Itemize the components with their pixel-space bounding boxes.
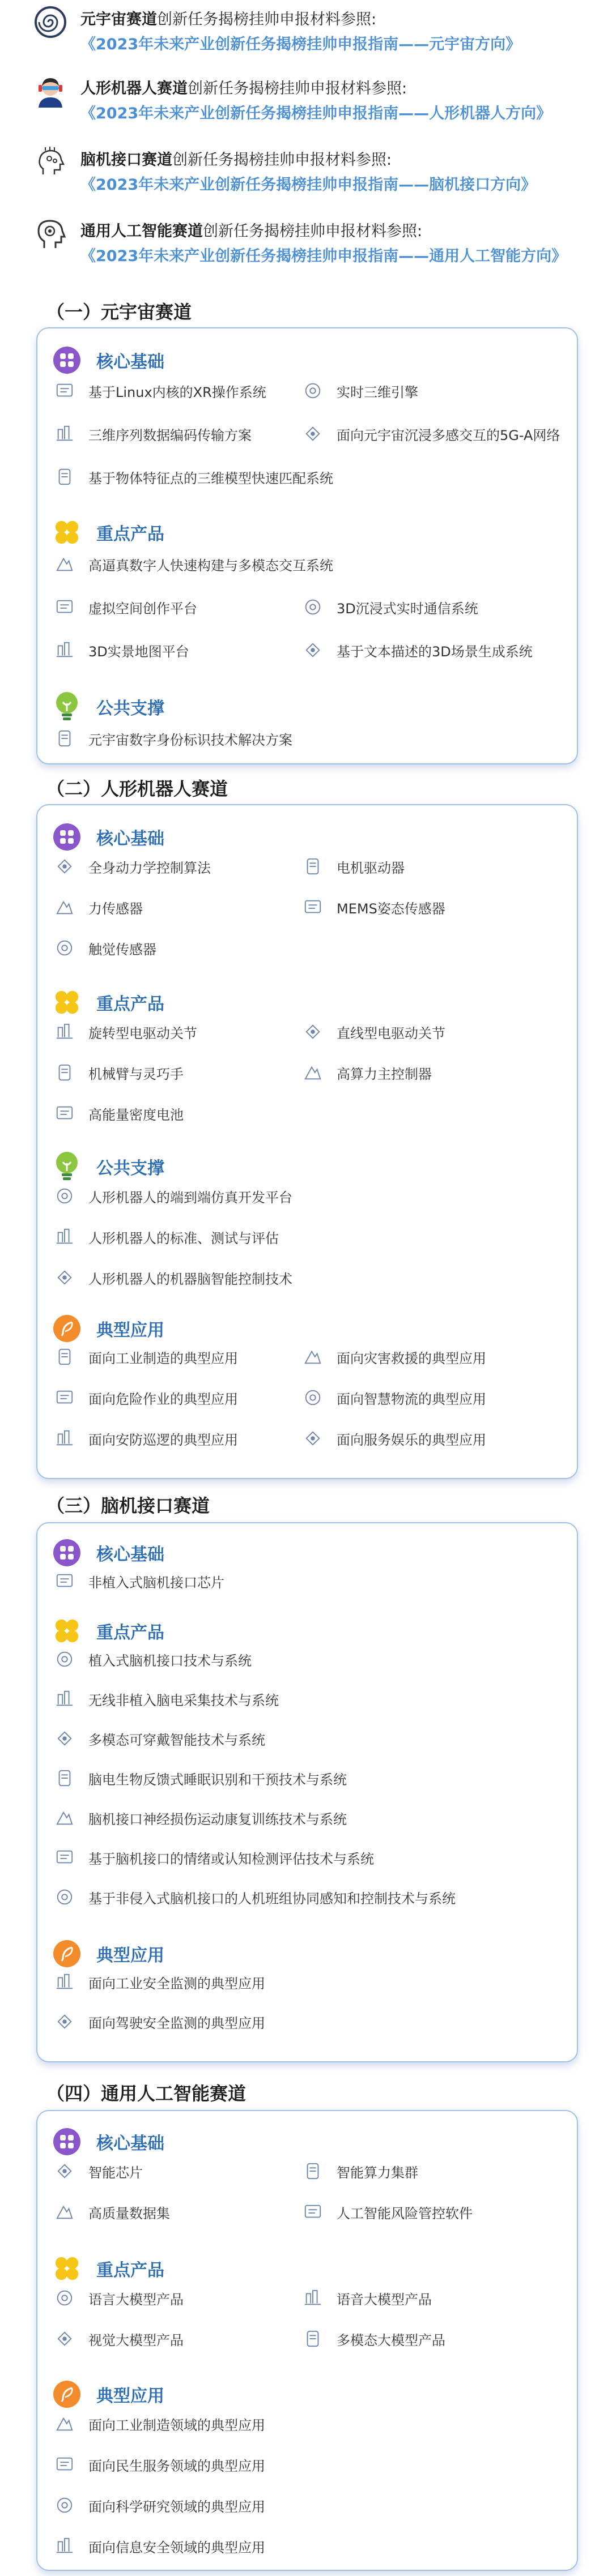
item-label: 力传感器 — [88, 900, 143, 917]
item-icon — [54, 2495, 75, 2515]
category-label: 核心基础 — [96, 829, 164, 849]
list-item — [54, 1387, 238, 1408]
item-label: 全身动力学控制算法 — [88, 860, 211, 876]
item-icon — [303, 2329, 323, 2349]
item-label: 3D实景地图平台 — [88, 643, 189, 660]
list-item — [54, 2161, 143, 2181]
list-item — [54, 1022, 197, 1042]
item-label: 面向驾驶安全监测的典型应用 — [88, 2015, 265, 2031]
list-item — [54, 1768, 347, 1788]
list-item — [54, 2011, 265, 2032]
item-label: 元宇宙数字身份标识技术解决方案 — [88, 732, 292, 748]
list-item — [54, 1062, 184, 1083]
item-icon — [303, 1022, 323, 1042]
item-icon — [303, 424, 323, 444]
item-label: 人工智能风险管控软件 — [337, 2205, 473, 2222]
metaverse-spiral-icon — [33, 5, 68, 40]
item-label: 电机驱动器 — [337, 860, 405, 876]
category-header — [53, 519, 164, 546]
list-item — [54, 1728, 265, 1749]
list-item — [303, 2161, 418, 2181]
item-icon — [54, 1649, 75, 1669]
list-item — [54, 381, 266, 401]
list-item — [54, 897, 143, 917]
item-icon — [54, 1571, 75, 1591]
category-label: 核心基础 — [96, 1545, 164, 1565]
item-label: 面向工业制造领域的典型应用 — [88, 2417, 265, 2433]
intro-guide-link[interactable]: 《2023年未来产业创新任务揭榜挂帅申报指南——元宇宙方向》 — [80, 36, 521, 53]
list-item — [303, 424, 560, 444]
bulb-icon — [53, 1153, 80, 1180]
list-item — [303, 897, 445, 917]
item-label: 基于物体特征点的三维模型快速匹配系统 — [88, 470, 333, 486]
intro-reference-text: 创新任务揭榜挂帅申报材料参照: — [203, 223, 423, 240]
item-icon — [54, 2161, 75, 2181]
item-icon — [54, 2454, 75, 2475]
clover-icon — [53, 989, 80, 1016]
category-label: 重点产品 — [96, 2261, 164, 2280]
intro-heading — [80, 219, 422, 241]
item-label: 三维序列数据编码传输方案 — [88, 427, 252, 443]
item-icon — [303, 2288, 323, 2308]
list-item — [54, 2288, 184, 2308]
grid-icon — [53, 347, 80, 374]
item-label: 面向危险作业的典型应用 — [88, 1391, 238, 1407]
feather-icon — [53, 1940, 80, 1967]
item-icon — [303, 640, 323, 660]
item-label: 旋转型电驱动关节 — [88, 1025, 197, 1041]
intro-track-name: 通用人工智能赛道 — [80, 223, 203, 240]
item-label: 无线非植入脑电采集技术与系统 — [88, 1692, 279, 1708]
list-item — [303, 1428, 486, 1449]
category-label: 重点产品 — [96, 524, 164, 544]
category-label: 重点产品 — [96, 1623, 164, 1643]
intro-guide-link[interactable]: 《2023年未来产业创新任务揭榜挂帅申报指南——脑机接口方向》 — [80, 176, 537, 194]
item-icon — [54, 1972, 75, 1992]
item-label: 高逼真数字人快速构建与多模态交互系统 — [88, 557, 333, 574]
item-icon — [303, 1062, 323, 1083]
list-item — [54, 1186, 292, 1206]
item-icon — [54, 424, 75, 444]
item-label: 面向民生服务领域的典型应用 — [88, 2458, 265, 2474]
category-header — [53, 2381, 164, 2408]
item-icon — [54, 1347, 75, 1367]
item-icon — [54, 597, 75, 617]
category-header — [53, 2255, 164, 2282]
category-label: 公共支撑 — [96, 1159, 164, 1178]
clover-icon — [53, 2255, 80, 2282]
item-icon — [54, 728, 75, 749]
bulb-icon — [53, 693, 80, 720]
category-label: 公共支撑 — [96, 699, 164, 719]
item-label: 基于Linux内核的XR操作系统 — [88, 384, 266, 400]
category-label: 典型应用 — [96, 1946, 164, 1966]
item-icon — [303, 897, 323, 917]
list-item — [54, 2454, 265, 2475]
item-icon — [54, 1428, 75, 1449]
list-item — [54, 1267, 292, 1288]
item-icon — [54, 1022, 75, 1042]
item-label: 面向工业制造的典型应用 — [88, 1350, 238, 1366]
intro-track-name: 脑机接口赛道 — [80, 151, 172, 169]
item-label: 多模态大模型产品 — [337, 2332, 445, 2348]
list-item — [54, 467, 333, 487]
item-label: 面向服务娱乐的典型应用 — [337, 1432, 486, 1448]
item-label: 非植入式脑机接口芯片 — [88, 1574, 224, 1591]
list-item — [54, 1103, 184, 1123]
item-label: 人形机器人的端到端仿真开发平台 — [88, 1189, 292, 1206]
item-icon — [303, 597, 323, 617]
list-item — [54, 728, 292, 749]
item-label: 人形机器人的机器脑智能控制技术 — [88, 1271, 292, 1287]
list-item — [54, 2202, 170, 2222]
humanoid-robot-icon — [33, 74, 68, 109]
list-item — [54, 856, 211, 877]
intro-guide-link[interactable]: 《2023年未来产业创新任务揭榜挂帅申报指南——人形机器人方向》 — [80, 105, 552, 122]
list-item — [54, 1347, 238, 1367]
intro-heading — [80, 76, 407, 98]
intro-heading — [80, 7, 376, 29]
item-label: 面向灾害救援的典型应用 — [337, 1350, 486, 1366]
brain-computer-icon — [33, 145, 68, 180]
item-label: 虚拟空间创作平台 — [88, 600, 197, 617]
intro-heading — [80, 147, 392, 169]
item-label: MEMS姿态传感器 — [337, 900, 445, 917]
item-icon — [303, 856, 323, 877]
list-item — [303, 1022, 445, 1042]
item-icon — [54, 2413, 75, 2434]
item-icon — [303, 2202, 323, 2222]
item-label: 机械臂与灵巧手 — [88, 1066, 184, 1082]
list-item — [303, 381, 418, 401]
section-title: （三）脑机接口赛道 — [46, 1495, 210, 1516]
list-item — [54, 1808, 347, 1828]
item-label: 高能量密度电池 — [88, 1107, 184, 1123]
section-title: （二）人形机器人赛道 — [46, 778, 228, 800]
item-icon — [54, 381, 75, 401]
list-item — [54, 1428, 238, 1449]
item-icon — [303, 1347, 323, 1367]
item-icon — [303, 381, 323, 401]
list-item — [54, 2329, 184, 2349]
list-item — [303, 2202, 473, 2222]
item-label: 脑机接口神经损伤运动康复训练技术与系统 — [88, 1811, 347, 1827]
grid-icon — [53, 823, 80, 851]
feather-icon — [53, 1315, 80, 1342]
category-header — [53, 693, 164, 720]
category-header — [53, 823, 164, 851]
category-header — [53, 1940, 164, 1967]
item-icon — [54, 1186, 75, 1206]
list-item — [54, 1847, 374, 1868]
category-label: 典型应用 — [96, 1321, 164, 1340]
item-label: 面向安防巡逻的典型应用 — [88, 1432, 238, 1448]
list-item — [54, 640, 189, 660]
item-icon — [54, 2329, 75, 2349]
item-icon — [54, 467, 75, 487]
feather-icon — [53, 2381, 80, 2408]
item-icon — [54, 1267, 75, 1288]
list-item — [54, 2413, 265, 2434]
item-icon — [54, 1062, 75, 1083]
item-icon — [54, 1103, 75, 1123]
item-icon — [54, 1728, 75, 1749]
category-header — [53, 1153, 164, 1180]
category-header — [53, 347, 164, 374]
list-item — [303, 640, 533, 660]
category-label: 核心基础 — [96, 352, 164, 372]
list-item — [54, 597, 197, 617]
category-label: 典型应用 — [96, 2386, 164, 2406]
item-icon — [54, 1227, 75, 1247]
intro-track-name: 元宇宙赛道 — [80, 11, 157, 28]
list-item — [303, 2288, 432, 2308]
item-label: 基于文本描述的3D场景生成系统 — [337, 643, 533, 660]
intro-guide-link[interactable]: 《2023年未来产业创新任务揭榜挂帅申报指南——通用人工智能方向》 — [80, 247, 567, 265]
list-item — [303, 1387, 486, 1408]
item-icon — [54, 1689, 75, 1709]
grid-icon — [53, 2128, 80, 2155]
list-item — [303, 2329, 445, 2349]
item-label: 语言大模型产品 — [88, 2291, 184, 2308]
list-item — [54, 2495, 265, 2515]
intro-reference-text: 创新任务揭榜挂帅申报材料参照: — [188, 80, 407, 97]
item-icon — [54, 856, 75, 877]
item-label: 植入式脑机接口技术与系统 — [88, 1652, 252, 1669]
clover-icon — [53, 1617, 80, 1644]
list-item — [54, 1227, 279, 1247]
item-icon — [303, 1387, 323, 1408]
item-icon — [54, 2011, 75, 2032]
item-label: 语音大模型产品 — [337, 2291, 432, 2308]
section-title: （四）通用人工智能赛道 — [46, 2083, 246, 2104]
item-icon — [54, 640, 75, 660]
item-label: 智能芯片 — [88, 2164, 143, 2181]
category-header — [53, 1539, 164, 1566]
section-card — [36, 1522, 578, 2062]
grid-icon — [53, 1539, 80, 1566]
item-label: 人形机器人的标准、测试与评估 — [88, 1230, 279, 1246]
list-item — [54, 2536, 265, 2556]
item-label: 实时三维引擎 — [337, 384, 418, 400]
category-header — [53, 2128, 164, 2155]
item-label: 面向智慧物流的典型应用 — [337, 1391, 486, 1407]
category-label: 核心基础 — [96, 2134, 164, 2154]
item-icon — [54, 554, 75, 574]
item-label: 面向科学研究领域的典型应用 — [88, 2498, 265, 2515]
list-item — [54, 424, 252, 444]
item-label: 视觉大模型产品 — [88, 2332, 184, 2348]
item-icon — [54, 1387, 75, 1408]
item-label: 多模态可穿戴智能技术与系统 — [88, 1732, 265, 1748]
item-label: 面向工业安全监测的典型应用 — [88, 1975, 265, 1992]
item-label: 面向信息安全领域的典型应用 — [88, 2539, 265, 2556]
list-item — [54, 1972, 265, 1992]
section-title: （一）元宇宙赛道 — [46, 301, 192, 323]
item-label: 基于脑机接口的情绪或认知检测评估技术与系统 — [88, 1851, 374, 1867]
category-label: 重点产品 — [96, 994, 164, 1014]
item-icon — [54, 938, 75, 958]
list-item — [303, 597, 478, 617]
item-label: 3D沉浸式实时通信系统 — [337, 600, 478, 617]
item-label: 面向元宇宙沉浸多感交互的5G-A网络 — [337, 427, 560, 443]
list-item — [54, 554, 333, 574]
list-item — [303, 856, 405, 877]
item-label: 脑电生物反馈式睡眠识别和干预技术与系统 — [88, 1771, 347, 1788]
item-label: 高质量数据集 — [88, 2205, 170, 2222]
item-icon — [303, 2161, 323, 2181]
section-card — [36, 327, 578, 764]
category-header — [53, 1315, 164, 1342]
item-icon — [54, 2202, 75, 2222]
item-icon — [54, 1887, 75, 1907]
list-item — [54, 1887, 456, 1907]
intro-reference-text: 创新任务揭榜挂帅申报材料参照: — [172, 151, 392, 169]
item-label: 直线型电驱动关节 — [337, 1025, 445, 1041]
list-item — [54, 1571, 224, 1591]
item-label: 基于非侵入式脑机接口的人机班组协同感知和控制技术与系统 — [88, 1890, 456, 1907]
ai-head-icon — [33, 216, 68, 251]
category-header — [53, 1617, 164, 1644]
item-icon — [54, 2536, 75, 2556]
item-icon — [54, 897, 75, 917]
list-item — [54, 1649, 252, 1669]
list-item — [303, 1062, 432, 1083]
item-icon — [54, 1847, 75, 1868]
list-item — [54, 1689, 279, 1709]
category-header — [53, 989, 164, 1016]
item-label: 高算力主控制器 — [337, 1066, 432, 1082]
list-item — [303, 1347, 486, 1367]
intro-track-name: 人形机器人赛道 — [80, 80, 188, 97]
section-card — [36, 2110, 578, 2571]
clover-icon — [53, 519, 80, 546]
item-icon — [54, 1808, 75, 1828]
intro-reference-text: 创新任务揭榜挂帅申报材料参照: — [157, 11, 377, 28]
item-icon — [303, 1428, 323, 1449]
item-label: 触觉传感器 — [88, 941, 156, 958]
list-item — [54, 938, 156, 958]
item-label: 智能算力集群 — [337, 2164, 418, 2181]
item-icon — [54, 2288, 75, 2308]
section-card — [36, 804, 578, 1479]
item-icon — [54, 1768, 75, 1788]
